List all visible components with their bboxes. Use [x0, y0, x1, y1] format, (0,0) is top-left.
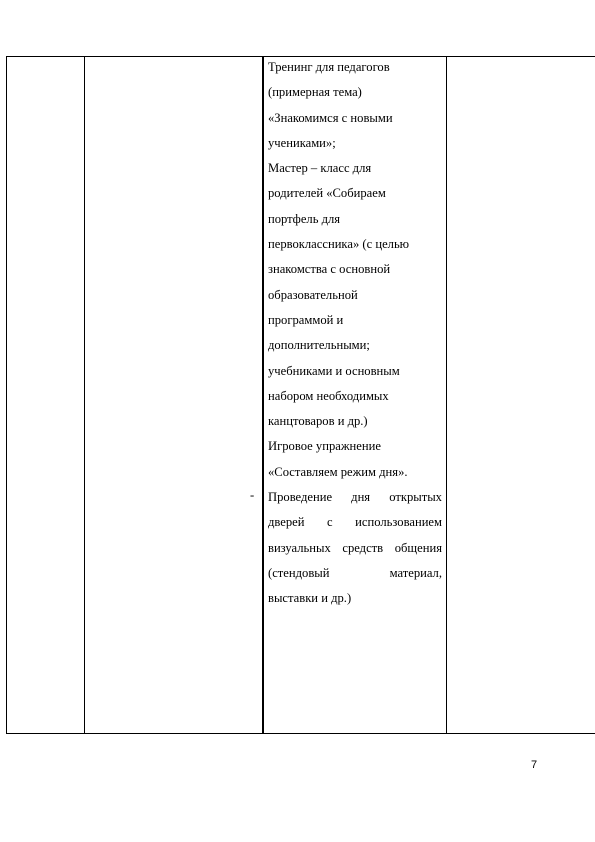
- word: открытых: [389, 490, 442, 505]
- word: визуальных: [268, 540, 331, 555]
- activity-line: программой и: [268, 312, 344, 327]
- activity-line: учениками»;: [268, 135, 336, 150]
- word: использованием: [355, 515, 442, 530]
- justified-line: [268, 536, 442, 561]
- activity-line: учебниками и основным: [268, 363, 400, 378]
- list-marker: -: [250, 488, 255, 502]
- column-border-3: [446, 56, 447, 734]
- table-bottom-border: [6, 733, 595, 734]
- activity-line: Тренинг для педагогов: [268, 60, 390, 74]
- table-cell-activities: [268, 55, 442, 612]
- word: (стендовый: [268, 565, 330, 580]
- activity-line: родителей «Собираем: [268, 186, 386, 201]
- justified-line: [268, 510, 442, 535]
- column-border-2: [262, 56, 264, 734]
- activity-line: (примерная тема): [268, 85, 362, 100]
- word: дверей: [268, 515, 305, 530]
- activity-line: дополнительными;: [268, 338, 370, 353]
- page-number: 7: [531, 759, 538, 771]
- activity-line: канцтоваров и др.): [268, 414, 368, 429]
- activity-line: Игровое упражнение: [268, 439, 381, 454]
- activity-list: [268, 55, 442, 485]
- column-border-left: [6, 56, 7, 734]
- activity-line: выставки и др.): [268, 591, 352, 606]
- word: дня: [351, 490, 371, 505]
- activity-line: первоклассника» (с целью: [268, 237, 410, 252]
- word: с: [327, 515, 333, 530]
- activity-line: образовательной: [268, 287, 358, 302]
- word: материал,: [389, 565, 442, 580]
- activity-line: знакомства с основной: [268, 262, 391, 277]
- word: общения: [394, 540, 442, 555]
- word: средств: [342, 540, 384, 555]
- justified-line: [268, 485, 442, 510]
- justified-line: [268, 561, 442, 586]
- activity-line: набором необходимых: [268, 388, 389, 403]
- activity-line: «Знакомимся с новыми: [268, 110, 393, 125]
- activity-line: Мастер – класс для: [268, 161, 372, 176]
- word: Проведение: [268, 490, 333, 505]
- column-border-1: [84, 56, 85, 734]
- activity-line: портфель для: [268, 211, 341, 226]
- open-day-paragraph: [268, 485, 442, 586]
- activity-line: «Составляем режим дня».: [268, 464, 408, 479]
